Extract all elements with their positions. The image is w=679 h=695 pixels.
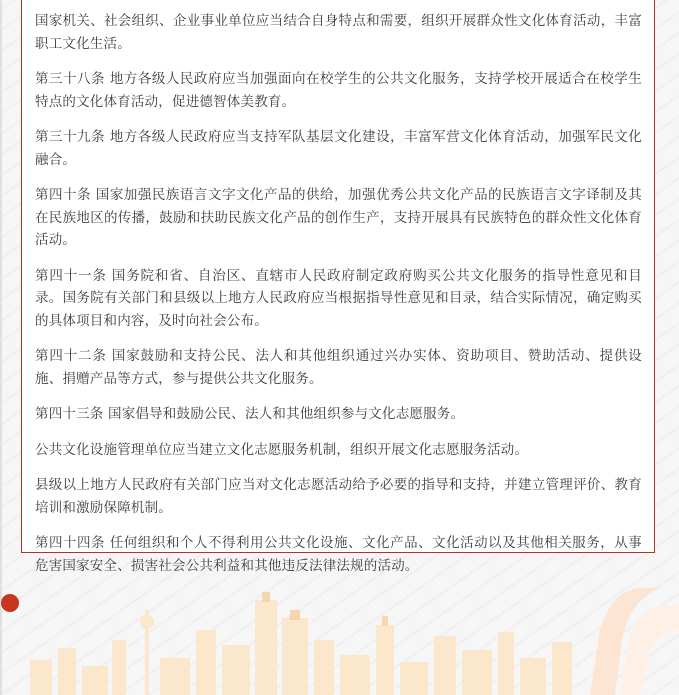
- paragraph-volunteer-support: 县级以上地方人民政府有关部门应当对文化志愿活动给予必要的指导和支持，并建立管理评价、教育培训和激励保障机制。: [35, 477, 642, 516]
- paragraph-article-40: 第四十条 国家加强民族语言文字文化产品的供给，加强优秀公共文化产品的民族语言文字译制及其在民族地区的传播，鼓励和扶助民族文化产品的创作生产，支持开展具有民族特色的群众性文化体育活动。: [35, 187, 642, 248]
- paragraph-article-42: 第四十二条 国家鼓励和支持公民、法人和其他组织通过兴办实体、资助项目、赞助活动、提供设施、捐赠产品等方式，参与提供公共文化服务。: [35, 348, 642, 387]
- article-box: [21, 0, 655, 574]
- paragraph-volunteer-mechanism: 公共文化设施管理单位应当建立文化志愿服务机制，组织开展文化志愿服务活动。: [35, 441, 529, 458]
- skyline-illustration: [0, 570, 679, 695]
- paragraph-article-41: 第四十一条 国务院和省、自治区、直辖市人民政府制定政府购买公共文化服务的指导性意见和目录。国务院有关部门和县级以上地方人民政府应当根据指导性意见和目录，结合实际情况，确定购买的具体项目和内容，及时向社会公布。: [35, 267, 642, 329]
- paragraph-article-38: 第三十八条 地方各级人民政府应当加强面向在校学生的公共文化服务，支持学校开展适合在校学生特点的文化体育活动，促进德智体美教育。: [35, 71, 642, 110]
- paragraph-article-43: 第四十三条 国家倡导和鼓励公民、法人和其他组织参与文化志愿服务。: [35, 406, 465, 422]
- paragraph-1: 国家机关、社会组织、企业事业单位应当结合自身特点和需要，组织开展群众性文化体育活动，丰富职工文化生活。: [35, 13, 642, 52]
- paragraph-article-39: 第三十九条 地方各级人民政府应当支持军队基层文化建设，丰富军营文化体育活动，加强军民文化融合。: [35, 129, 642, 168]
- paragraph-article-44: 第四十四条 任何组织和个人不得利用公共文化设施、文化产品、文化活动以及其他相关服务，从事危害国家安全、损害社会公共利益和其他违反法律法规的活动。: [35, 535, 642, 574]
